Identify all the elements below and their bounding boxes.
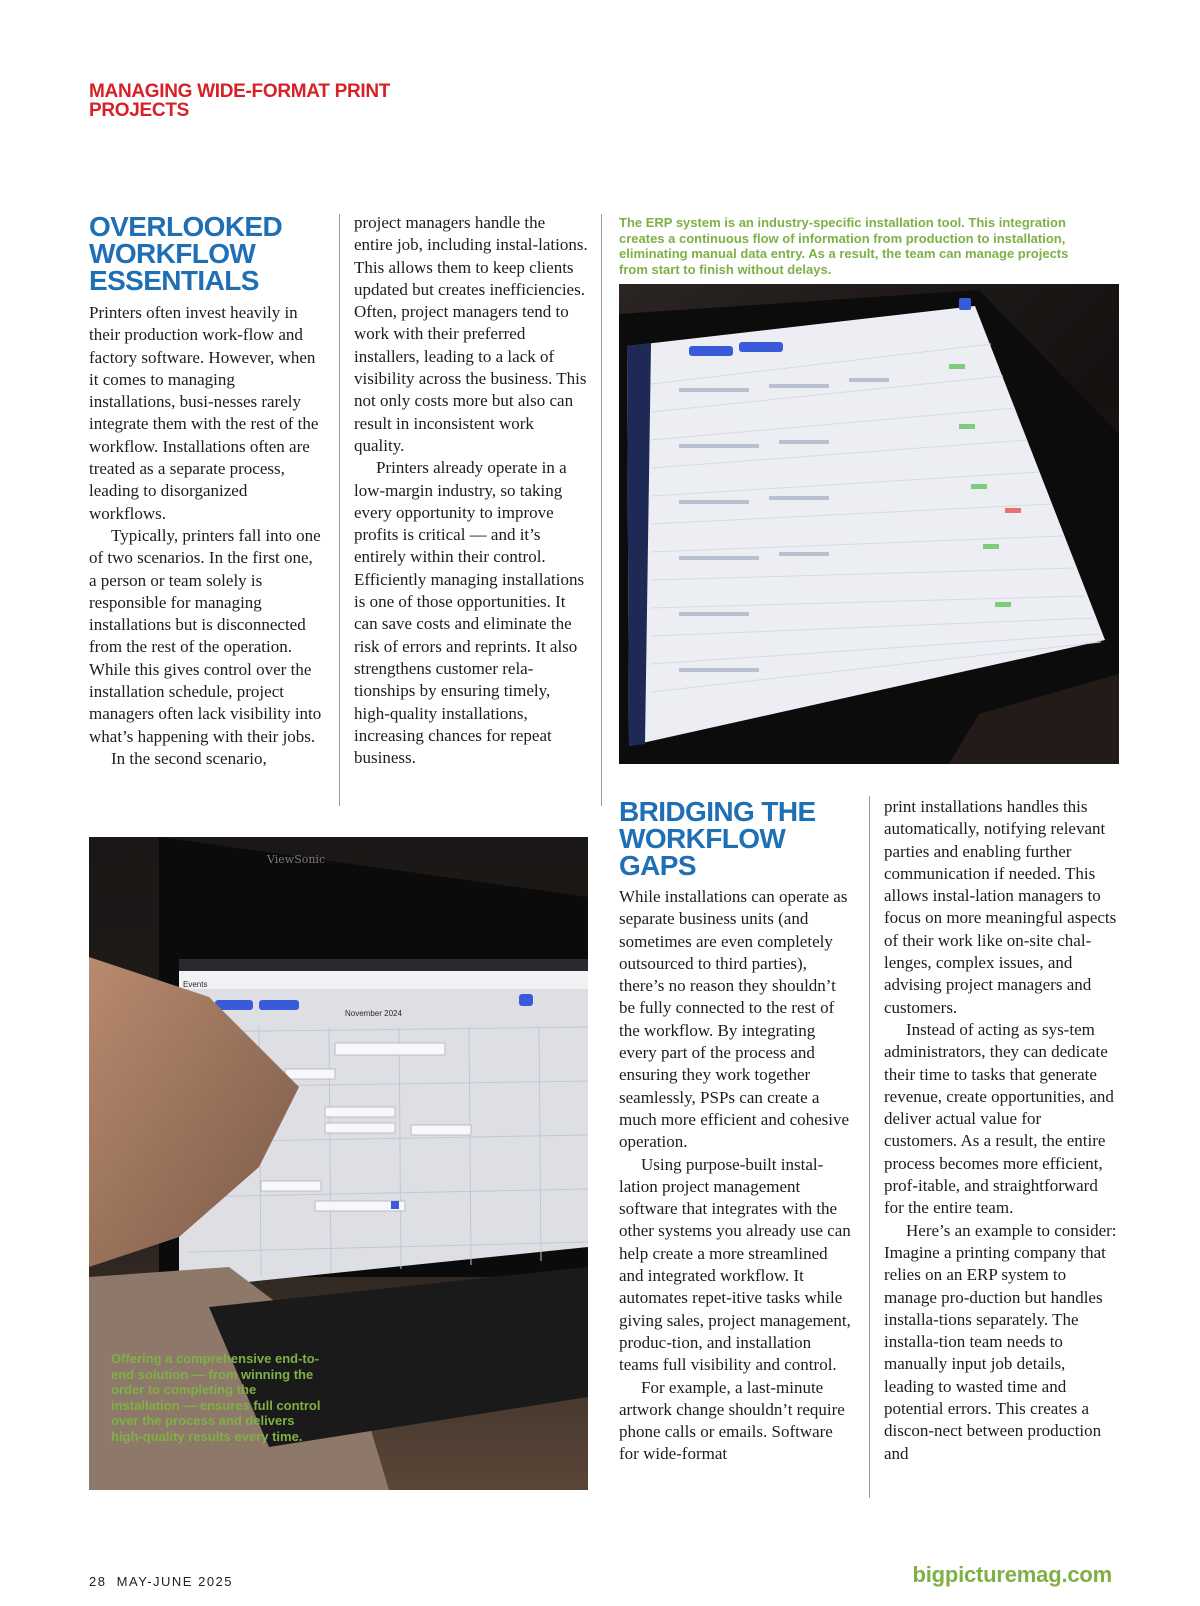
article-heading-overlooked: OVERLOOKED WORKFLOW ESSENTIALS <box>89 211 283 296</box>
erp-laptop-illustration <box>619 284 1119 764</box>
paragraph: print installations handles this automatically, notifying relevant parties and enabling further communication if needed. This allows instal-lation managers to focus on more meaningful aspects of their work like on-site chal-lenges, complex issues, and advising project managers and customers. <box>884 797 1117 1017</box>
paragraph: In the second scenario, <box>111 748 267 768</box>
paragraph: Typically, printers fall into one of two scenarios. In the first one, a person or team solely is responsible for managing installations but is disconnected from the rest of the operation. While this gives control over the installation schedule, project managers often lack visibility into what’s happening with their jobs. <box>89 525 322 746</box>
paragraph: While installations can operate as separate business units (and sometimes are even completely outsourced to third parties), there’s no reason they shouldn’t be fully connected to the rest of the workflow. By integrating every part of the process and ensuring they work together seamlessly, PSPs can create a much more efficient and cohesive operation. <box>619 887 850 1152</box>
article-heading-bridging: BRIDGING THE WORKFLOW GAPS <box>619 796 816 881</box>
paragraph: Here’s an example to consider: Imagine a printing company that relies on an ERP system to manage pro-duction but handles installa-tions separately. The installa-tion team needs to manually input job details, leading to wasted time and potential errors. This creates a discon-nect between production and <box>884 1220 1117 1463</box>
article2-column-1 <box>619 886 853 1466</box>
calendar-monitor-photo <box>89 837 588 1490</box>
paragraph: Instead of acting as sys-tem administrators, they can dedicate their time to tasks that generate revenue, create opportunities, and deliver actual value for customers. As a result, the entire process becomes more efficient, prof-itable, and straightforward for the entire team. <box>884 1019 1114 1218</box>
article1-column-1 <box>89 302 323 770</box>
website-link[interactable]: bigpicturemag.com <box>912 1562 1112 1587</box>
screen-title: Events <box>183 980 208 989</box>
article1-column-2 <box>354 212 588 769</box>
erp-laptop-photo <box>619 284 1119 764</box>
section-tag: MANAGING WIDE-FORMAT PRINT PROJECTS <box>89 81 391 121</box>
paragraph: project managers handle the entire job, including instal-lations. This allows them to keep clients updated but creates inefficiencies. Often, project managers tend to work with their preferred installers, leading to a lack of visibility across the business. This not only costs more but also can result in inconsistent work quality. <box>354 213 588 455</box>
paragraph: Printers often invest heavily in their production work-flow and factory software. However, when it comes to managing installations, busi-nesses rarely integrate them with the rest of the workflow. Installations often are treated as a separate process, leading to disorganized workflows. <box>89 303 319 523</box>
photo-caption-end-to-end: Offering a comprehensive end-to-end solution — from winning the order to completing the installation — ensures full control over the process and delivers high-quality results every time. <box>111 1351 321 1444</box>
article2-column-2 <box>884 796 1118 1465</box>
photo-caption-erp: The ERP system is an industry-specific installation tool. This integration creates a continuous flow of information from production to installation, eliminating manual data entry. As a result, the team can manage projects from start to finish without delays. <box>619 215 1069 277</box>
paragraph: Printers already operate in a low-margin industry, so taking every opportunity to improve profits is critical — and it’s entirely within their control. Efficiently managing installations is one of those opportunities. It can save costs and eliminate the risk of errors and reprints. It also strengthens customer rela-tionships by ensuring timely, high-quality installations, increasing chances for repeat business. <box>354 458 585 768</box>
monitor-brand-label: ViewSonic <box>267 853 326 866</box>
screen-month: November 2024 <box>345 1009 402 1018</box>
page-number-date: 28 MAY-JUNE 2025 <box>89 1574 234 1589</box>
column-divider <box>869 796 870 1498</box>
paragraph: Using purpose-built instal-lation project management software that integrates with the other systems you already use can help create a more streamlined and integrated workflow. It automates repet-itive tasks while giving sales, project management, produc-tion, and installation teams full visibility and control. <box>619 1154 851 1375</box>
column-divider <box>339 214 340 806</box>
column-divider <box>601 214 602 806</box>
paragraph: For example, a last-minute artwork change shouldn’t require phone calls or emails. Software for wide-format <box>619 1377 845 1464</box>
